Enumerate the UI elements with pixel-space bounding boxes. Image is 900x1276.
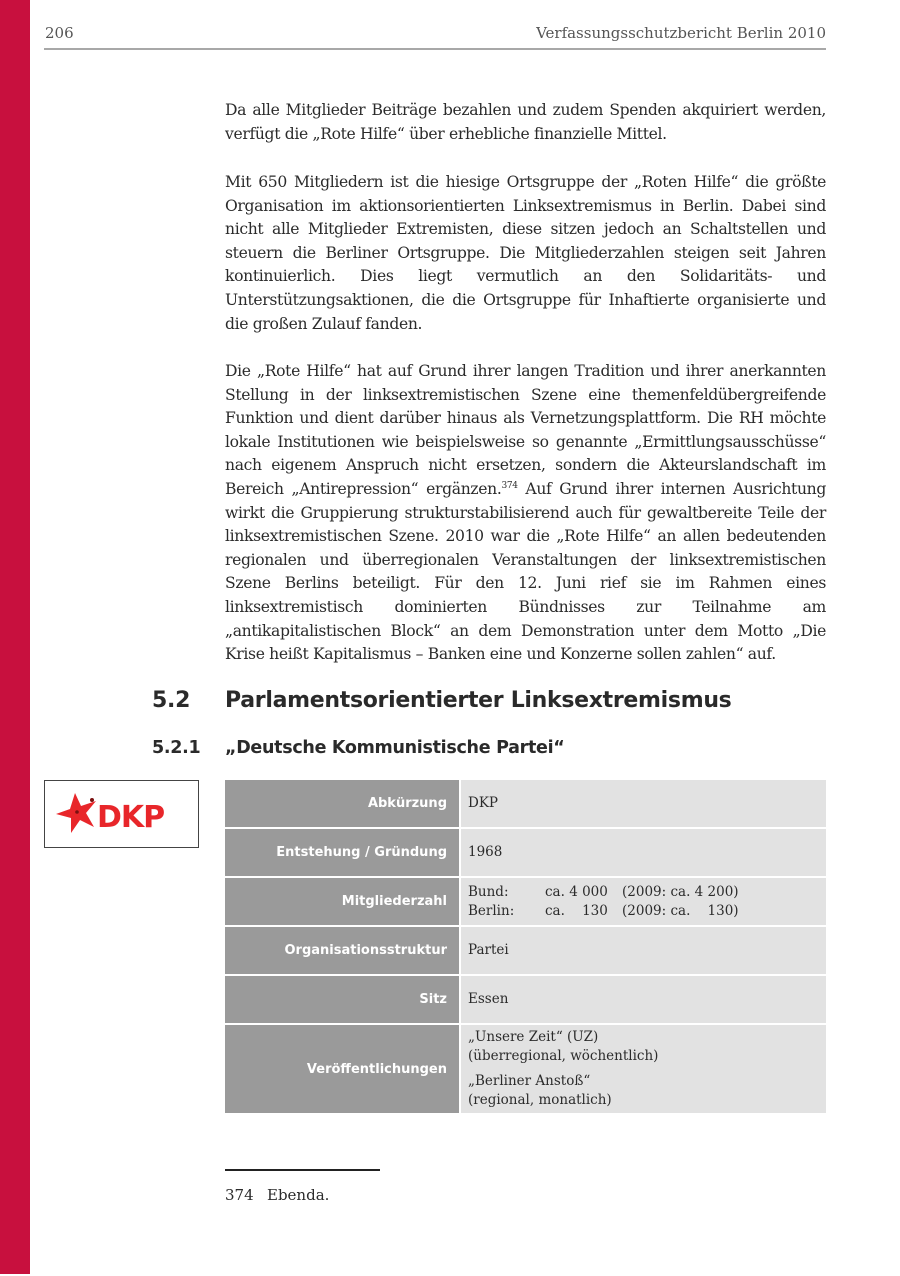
member-count-previous: (2009: ca. 130) — [622, 902, 739, 919]
dkp-star-logo-icon — [53, 787, 193, 839]
abbreviation-value: DKP — [468, 795, 498, 811]
publication-name: „Unsere Zeit“ (UZ) — [468, 1029, 599, 1045]
dkp-logo — [44, 780, 199, 848]
row-label: Sitz — [225, 976, 461, 1023]
table-row — [225, 829, 826, 878]
row-label: Veröffentlichungen — [225, 1025, 461, 1113]
structure-value: Partei — [468, 942, 509, 958]
row-value — [461, 976, 826, 1023]
footnote-text: Ebenda. — [267, 1186, 330, 1204]
section-number: 5.2 — [152, 688, 191, 713]
row-value — [461, 780, 826, 827]
member-scope: Berlin: — [468, 902, 515, 919]
paragraph-text — [225, 360, 826, 667]
page-number: 206 — [45, 24, 74, 42]
paragraph-3 — [225, 360, 826, 667]
row-label: Abkürzung — [225, 780, 461, 827]
paragraph-2 — [225, 171, 826, 336]
subsection-heading — [152, 738, 565, 758]
member-scope: Bund: — [468, 883, 509, 900]
accent-side-bar — [0, 0, 30, 1274]
paragraph-text-part: Die „Rote Hilfe“ hat auf Grund ihrer langen Tradition und ihrer anerkannten Stellung in der linksextremistischen Szene eine themenfeldübergreifende Funktion und dient darüber hinaus als Vernetzungsplattform. Die RH möchte lokale Institutionen wie beispielsweise so genannte „Ermittlungsausschüsse“ nach eigenem Anspruch nicht ersetzen, sondern die Akteurslandschaft im Bereich „Antirepression“ ergänzen. — [225, 362, 826, 498]
row-value — [461, 829, 826, 876]
table-row — [225, 927, 826, 976]
member-count-line — [468, 902, 826, 921]
paragraph-text: Mit 650 Mitgliedern ist die hiesige Ortsgruppe der „Roten Hilfe“ die größte Organisation im aktionsorientierten Linksextremismus in Berlin. Dabei sind nicht alle Mitglieder Extremisten, diese sitzen jedoch an Schaltstellen und steuern die Berliner Ortsgruppe. Die Mitgliederzahlen steigen seit Jahren kontinuierlich. Dies liegt vermutlich an den Solidaritäts- und Unterstützungsaktionen, die die Ortsgruppe für Inhaftierte organisierte und die großen Zulauf fanden. — [225, 173, 826, 333]
table-row — [225, 878, 826, 927]
publication-name: „Berliner Anstoß“ — [468, 1073, 591, 1089]
paragraph-text: Da alle Mitglieder Beiträge bezahlen und zudem Spenden akquiriert werden, verfügt die „Rote Hilfe“ über erhebliche finanzielle Mittel. — [225, 101, 826, 143]
member-count-line — [468, 883, 826, 902]
subsection-number: 5.2.1 — [152, 738, 201, 758]
seat-value: Essen — [468, 991, 509, 1007]
paragraph-text-part: Auf Grund ihrer internen Ausrichtung wirkt die Gruppierung strukturstabilisierend auch für gewaltbereite Teile der linksextremistischen Szene. 2010 war die „Rote Hilfe“ an allen bedeutenden regionalen und überregionalen Veranstaltungen der linksextremistischen Szene Berlins beteiligt. Für den 12. Juni rief sie im Rahmen eines linksextremistisch dominierten Bündnisses zur Teilnahme am „antikapitalistischen Block“ an dem Demonstration unter dem Motto „Die Krise heißt Kapitalismus – Banken eine und Konzerne sollen zahlen“ auf. — [225, 479, 826, 664]
publication-detail: (regional, monatlich) — [468, 1092, 612, 1108]
founding-year-value: 1968 — [468, 844, 503, 860]
member-count: ca. 130 — [545, 902, 608, 919]
footnote-divider — [225, 1169, 380, 1171]
footnote-reference[interactable]: 374 — [501, 480, 518, 491]
row-label: Entstehung / Gründung — [225, 829, 461, 876]
row-value — [461, 878, 826, 925]
table-row — [225, 1025, 826, 1113]
footnote-number: 374 — [225, 1186, 254, 1204]
row-value — [461, 927, 826, 974]
table-row — [225, 976, 826, 1025]
footnote — [225, 1186, 329, 1204]
paragraph-1 — [225, 99, 826, 146]
subsection-title: „Deutsche Kommunistische Partei“ — [225, 738, 565, 758]
member-count-previous: (2009: ca. 4 200) — [622, 883, 739, 900]
row-label: Mitgliederzahl — [225, 878, 461, 925]
section-title: Parlamentsorientierter Linksextremismus — [225, 688, 732, 713]
row-value — [461, 1025, 826, 1113]
publication-detail: (überregional, wöchentlich) — [468, 1048, 659, 1064]
running-title: Verfassungsschutzbericht Berlin 2010 — [536, 24, 826, 42]
publication-item — [468, 1072, 826, 1110]
section-heading — [152, 688, 731, 713]
row-label: Organisationsstruktur — [225, 927, 461, 974]
svg-text:DKP: DKP — [97, 800, 165, 835]
table-row — [225, 780, 826, 829]
organization-fact-table — [225, 780, 826, 1113]
page-header — [44, 22, 826, 50]
publication-item — [468, 1028, 826, 1066]
member-count: ca. 4 000 — [545, 883, 608, 900]
